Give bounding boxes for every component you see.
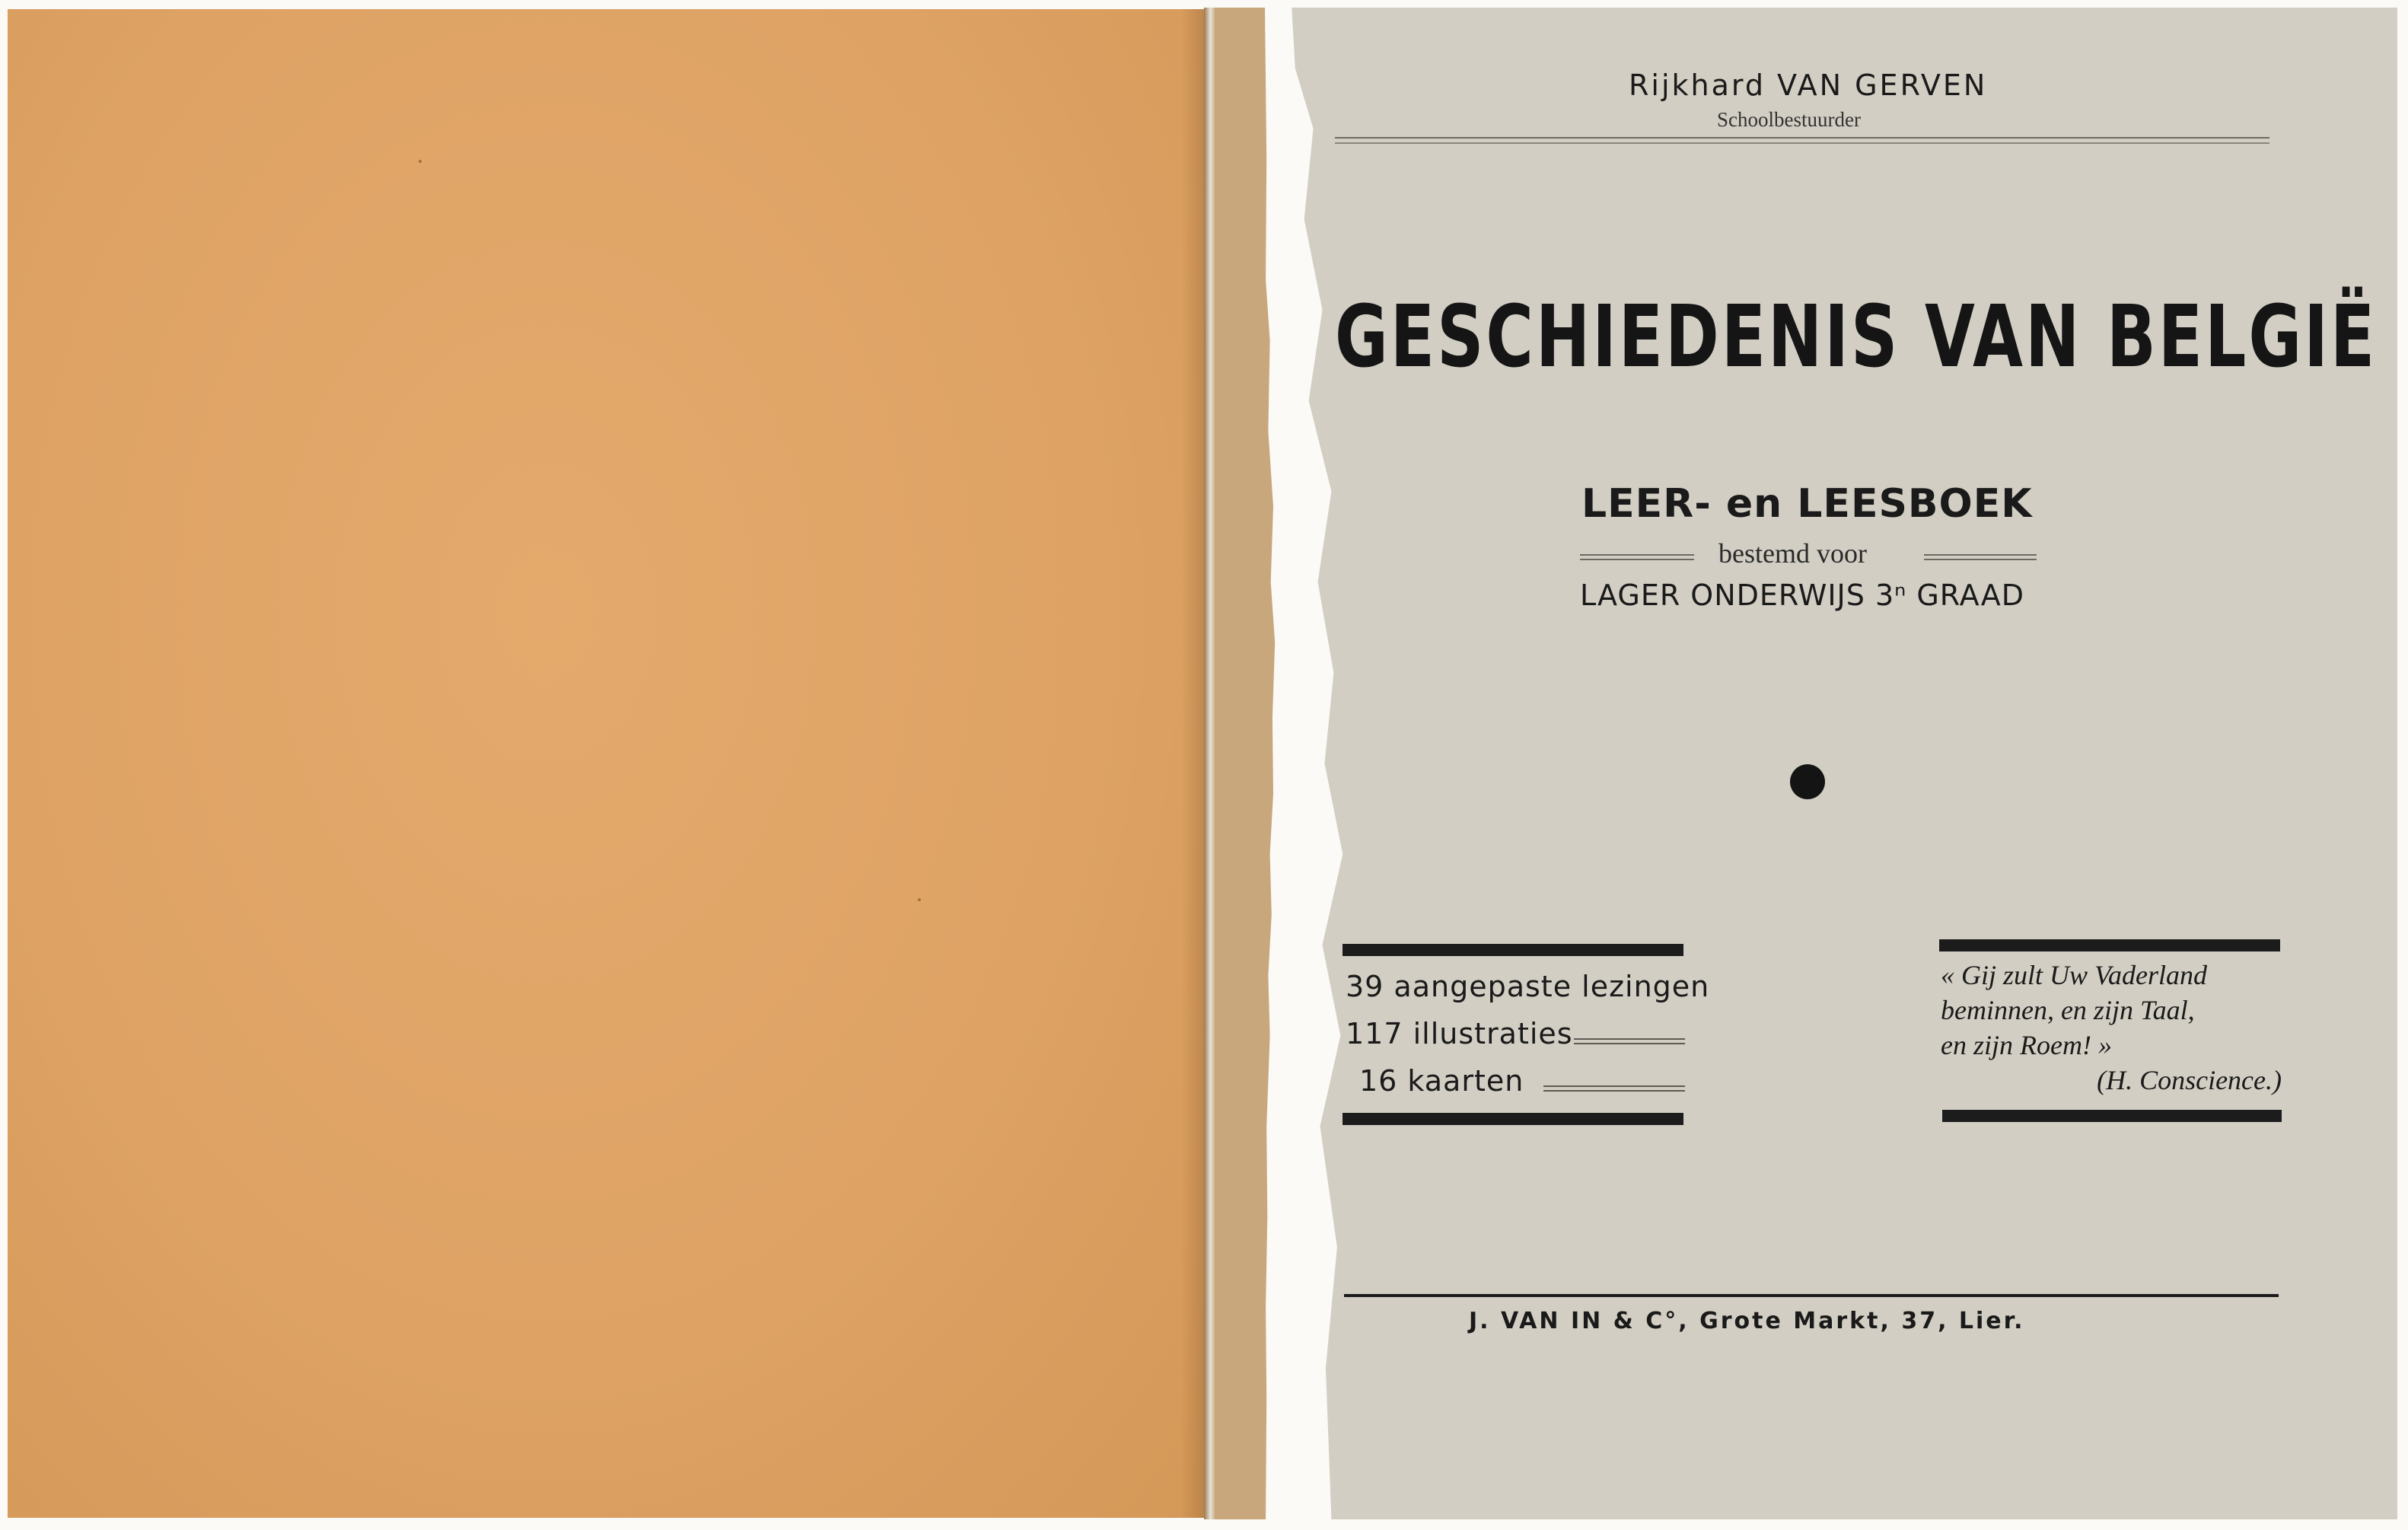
quote-line: beminnen, en zijn Taal, (1941, 995, 2195, 1025)
contents-top-bar (1343, 944, 1683, 956)
decorative-rule (1580, 554, 1694, 556)
decorative-rule (1924, 559, 2037, 560)
publisher-rule (1344, 1294, 2279, 1297)
conscience-quote (1941, 958, 2282, 1098)
book-title: GESCHIEDENIS VAN BELGIË (1335, 288, 2378, 387)
author-name: Rijkhard VAN GERVEN (1629, 69, 1988, 102)
contents-item-lessons: 39 aangepaste lezingen (1346, 970, 1710, 1003)
paper-speck (419, 160, 422, 163)
author-role: Schoolbestuurder (1717, 108, 1861, 131)
quote-bottom-bar (1942, 1110, 2282, 1122)
spine-gutter (1204, 8, 1215, 1519)
quote-line: en zijn Roem! » (1941, 1030, 2112, 1060)
intended-for-label: bestemd voor (1718, 538, 1867, 569)
contents-item-maps: 16 kaarten (1359, 1064, 1524, 1098)
contents-item-illustrations: 117 illustraties (1346, 1017, 1573, 1050)
title-page (1263, 8, 2397, 1519)
book-subtitle: LEER- en LEESBOEK (1581, 481, 2033, 527)
left-endpaper (8, 9, 1204, 1518)
contents-rule (1543, 1085, 1685, 1087)
contents-rule (1574, 1038, 1685, 1040)
quote-top-bar (1939, 939, 2280, 951)
decorative-rule (1924, 554, 2037, 556)
bullet-ornament (1790, 764, 1825, 799)
header-rule (1335, 142, 2269, 144)
contents-bottom-bar (1343, 1113, 1683, 1125)
paper-speck (918, 898, 921, 901)
publisher-imprint: J. VAN IN & C°, Grote Markt, 37, Lier. (1469, 1308, 2025, 1334)
quote-attribution: (H. Conscience.) (2097, 1065, 2282, 1095)
torn-backing-strip (1215, 8, 1298, 1519)
header-rule (1335, 137, 2269, 139)
school-level: LAGER ONDERWIJS 3ⁿ GRAAD (1580, 579, 2024, 612)
contents-rule (1543, 1090, 1685, 1092)
decorative-rule (1580, 559, 1694, 560)
contents-rule (1574, 1043, 1685, 1044)
quote-line: « Gij zult Uw Vaderland (1941, 960, 2208, 990)
